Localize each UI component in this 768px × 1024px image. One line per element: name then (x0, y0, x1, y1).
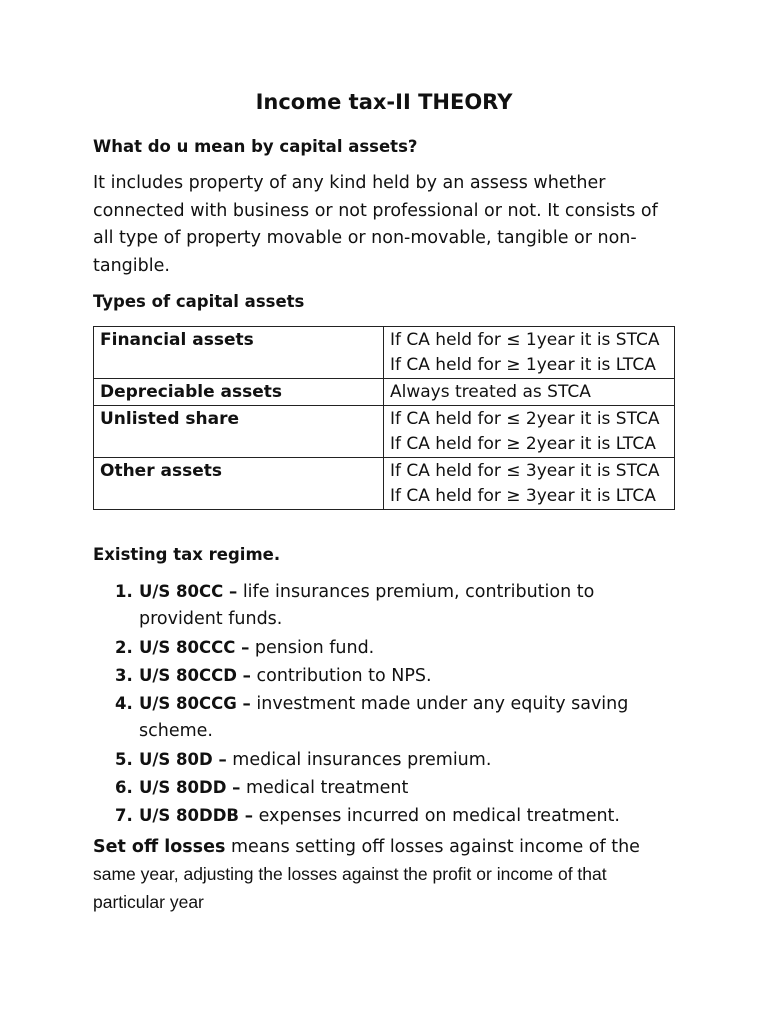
capital-assets-table (93, 326, 675, 510)
table-row (94, 406, 675, 458)
deduction-text: medical treatment (245, 778, 409, 799)
table-row (94, 379, 675, 406)
list-item (93, 746, 653, 774)
table-row (94, 458, 675, 510)
list-item-number: 2. (115, 637, 133, 657)
asset-rule-line: If CA held for ≥ 1year it is LTCA (390, 355, 656, 375)
list-item (93, 662, 653, 690)
list-item (93, 802, 653, 830)
list-item-number: 4. (115, 694, 133, 714)
question-heading: What do u mean by capital assets? (93, 137, 418, 156)
list-item-number: 3. (115, 665, 133, 685)
setoff-text-part1: means setting off losses against income of the (230, 837, 640, 857)
deduction-text: investment made under any equity saving scheme. (139, 694, 629, 742)
setoff-text-part2: same year, adjusting the losses against the profit or income of that particular year (93, 864, 607, 912)
deduction-text: pension fund. (254, 637, 375, 658)
list-item-number: 1. (115, 582, 133, 601)
section-label: U/S 80CC – (139, 582, 238, 601)
setoff-term: Set off losses (93, 837, 226, 857)
asset-name-cell: Other assets (94, 458, 384, 510)
asset-rule-cell (384, 458, 675, 510)
list-item-number: 5. (115, 749, 133, 769)
section-label: U/S 80DD – (139, 778, 241, 798)
types-heading: Types of capital assets (93, 292, 305, 311)
list-item-number: 6. (115, 778, 133, 798)
table-row (94, 327, 675, 379)
deduction-text: expenses incurred on medical treatment. (258, 806, 620, 827)
regime-heading: Existing tax regime. (93, 545, 281, 564)
asset-rule-cell (384, 379, 675, 406)
section-label: U/S 80DDB – (139, 806, 253, 826)
deduction-text: medical insurances premium. (232, 749, 492, 770)
list-item (93, 634, 653, 662)
section-label: U/S 80D – (139, 749, 227, 769)
asset-name-cell: Financial assets (94, 327, 384, 379)
deduction-text: contribution to NPS. (256, 665, 432, 686)
asset-rule-cell (384, 406, 675, 458)
deduction-text: life insurances premium, contribution to provident funds. (139, 582, 595, 630)
asset-name-cell: Unlisted share (94, 406, 384, 458)
asset-rule-cell (384, 327, 675, 379)
page-title: Income tax-II THEORY (255, 90, 513, 114)
intro-paragraph: It includes property of any kind held by an assess whether connected with business or not professional or not. It consists of all type of property movable or non-movable, tangible or non-tangible. (93, 173, 658, 276)
list-item-number: 7. (115, 806, 133, 826)
setoff-paragraph (93, 834, 683, 917)
section-label: U/S 80CCC – (139, 637, 250, 657)
asset-name-cell: Depreciable assets (94, 379, 384, 406)
asset-rule-line: If CA held for ≥ 2year it is LTCA (390, 434, 656, 454)
asset-rule-line: If CA held for ≤ 3year it is STCA (390, 461, 660, 481)
section-label: U/S 80CCD – (139, 665, 251, 685)
list-item (93, 774, 653, 802)
list-item (93, 690, 653, 746)
section-label: U/S 80CCG – (139, 694, 251, 714)
list-item (93, 578, 653, 634)
deductions-list (93, 578, 653, 831)
asset-rule-line: If CA held for ≤ 1year it is STCA (390, 330, 660, 350)
asset-rule-line: If CA held for ≥ 3year it is LTCA (390, 486, 656, 506)
asset-rule-line: If CA held for ≤ 2year it is STCA (390, 409, 660, 429)
asset-rule-line: Always treated as STCA (390, 382, 591, 402)
